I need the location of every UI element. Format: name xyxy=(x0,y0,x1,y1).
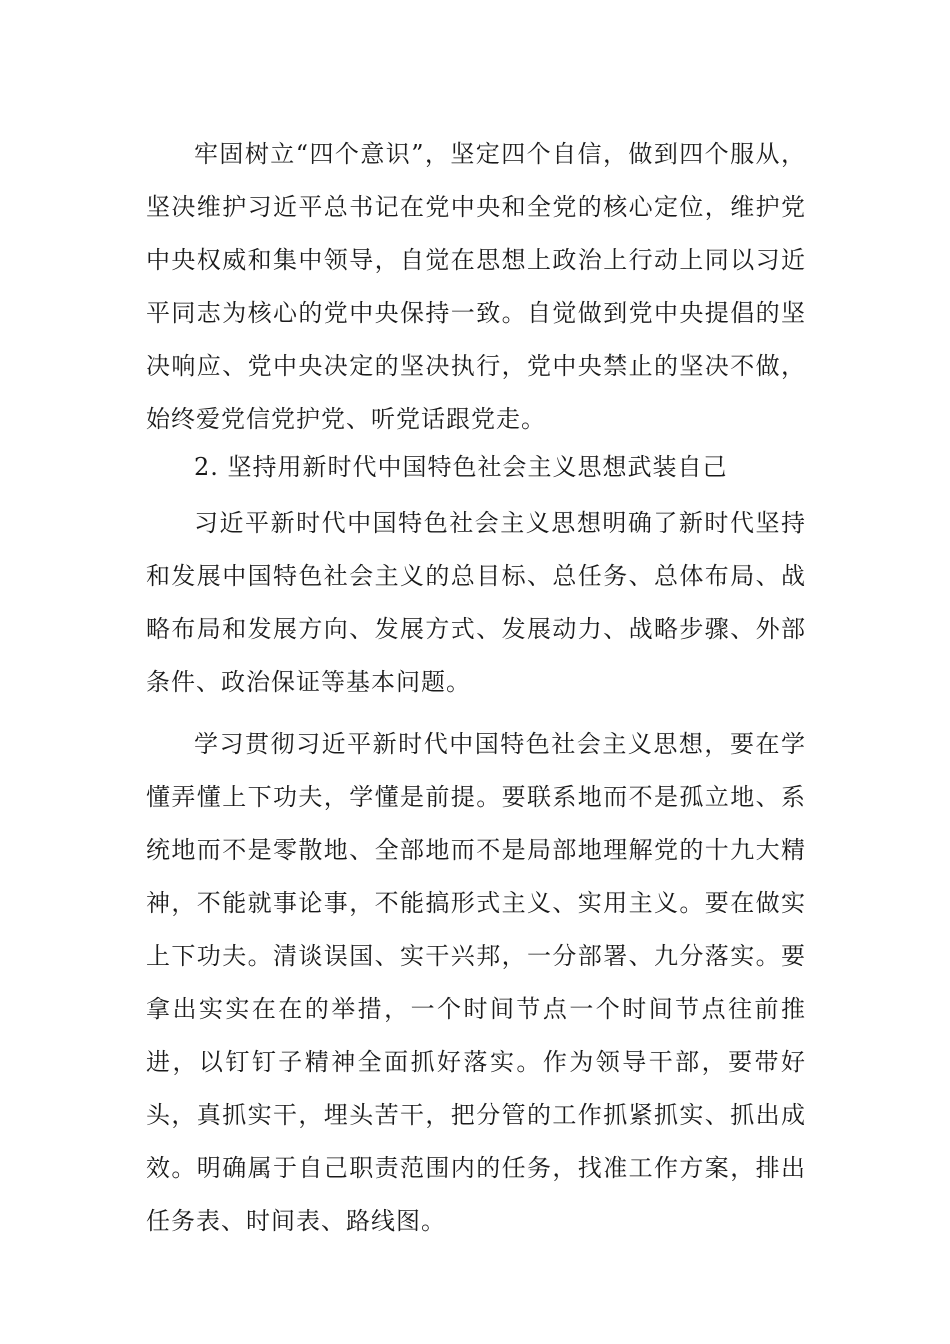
paragraph-four-consciousness: 牢固树立“四个意识”，坚定四个自信，做到四个服从，坚决维护习近平总书记在党中央和全党的核心定位，维护党中央权威和集中领导，自觉在思想上政治上行动上同以习近平同志为核心的党中央保持一致。自觉做到党中央提倡的坚决响应、党中央决定的坚决执行，党中央禁止的坚决不做，始终爱党信党护党、听党话跟党走。 xyxy=(146,140,806,433)
paragraph-thought-content: 习近平新时代中国特色社会主义思想明确了新时代坚持和发展中国特色社会主义的总目标、总任务、总体布局、战略布局和发展方向、发展方式、发展动力、战略步骤、外部条件、政治保证等基本问题。 xyxy=(146,509,806,696)
paragraph-study-implementation: 学习贯彻习近平新时代中国特色社会主义思想，要在学懂弄懂上下功夫，学懂是前提。要联系地而不是孤立地、系统地而不是零散地、全部地而不是局部地理解党的十九大精神，不能就事论事，不能搞形式主义、实用主义。要在做实上下功夫。清谈误国、实干兴邦，一分部署、九分落实。要拿出实实在在的举措，一个时间节点一个时间节点往前推进，以钉钉子精神全面抓好落实。作为领导干部，要带好头，真抓实干，埋头苦干，把分管的工作抓紧抓实、抓出成效。明确属于自己职责范围内的任务，找准工作方案，排出任务表、时间表、路线图。 xyxy=(146,730,806,1235)
section-heading: 2. 坚持用新时代中国特色社会主义思想武装自己 xyxy=(194,453,728,481)
